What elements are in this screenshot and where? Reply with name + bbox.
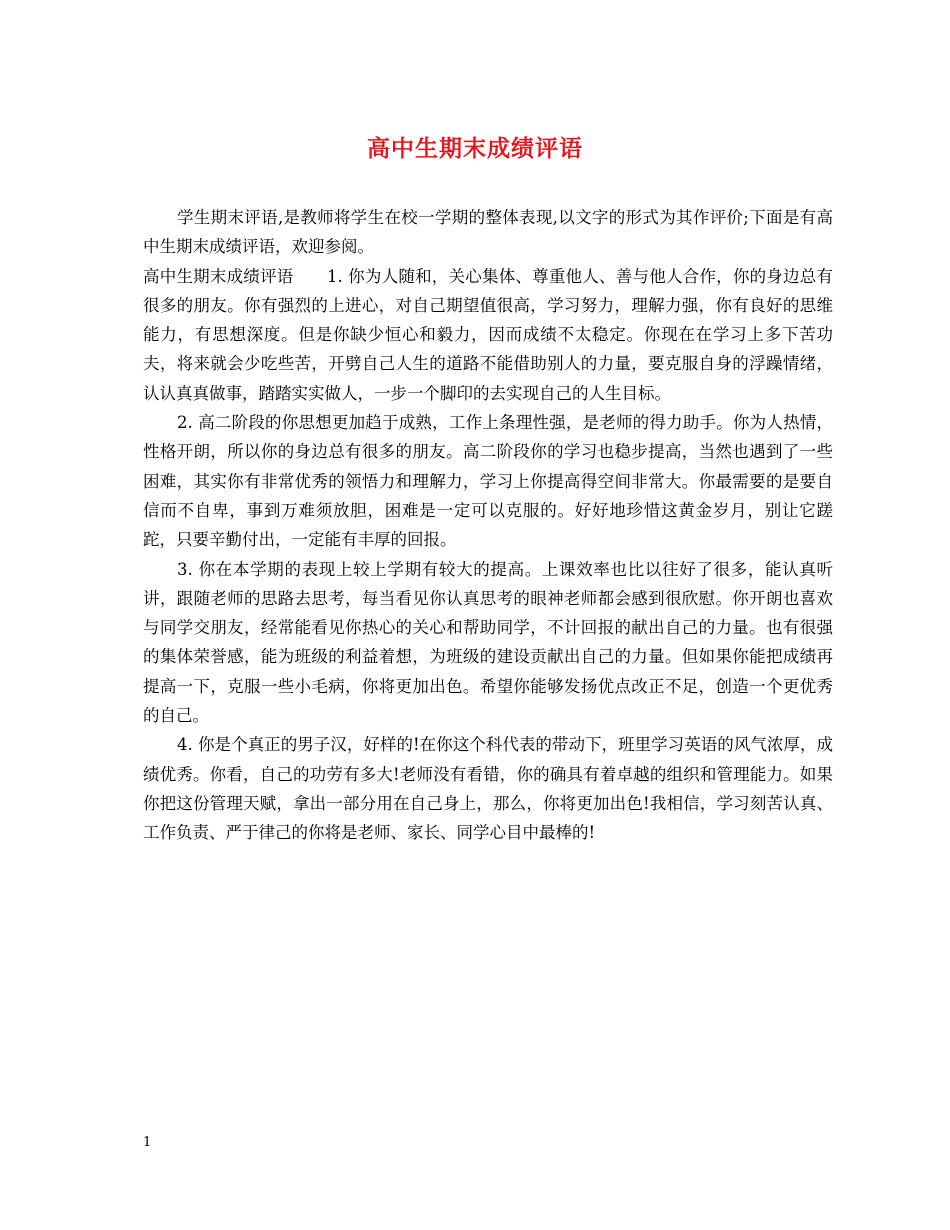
page-number: 1 (143, 1135, 152, 1150)
intro-paragraph: 学生期末评语,是教师将学生在校一学期的整体表现,以文字的形式为其作评价;下面是有高中生期末成绩评语，欢迎参阅。 (143, 208, 833, 257)
paragraph-4: 4. 你是个真正的男子汉，好样的!在你这个科代表的带动下，班里学习英语的风气浓厚，成绩优秀。你看，自己的功劳有多大!老师没有看错，你的确具有着卓越的组织和管理能力。如果你把这份管理天赋，拿出一部分用在自己身上，那么，你将更加出色!我相信，学习刻苦认真、工作负责、严于律己的你将是老师、家长、同学心目中最棒的! (143, 735, 833, 843)
paragraph-1: 高中生期末成绩评语 1. 你为人随和，关心集体、尊重他人、善与他人合作，你的身边总有很多的朋友。你有强烈的上进心，对自己期望值很高，学习努力，理解力强，你有良好的思维能力，有思想深度。但是你缺少恒心和毅力，因而成绩不太稳定。你现在在学习上多下苦功夫，将来就会少吃些苦，开劈自己人生的道路不能借助别人的力量，要克服自身的浮躁情绪，认认真真做事，踏踏实实做人，一步一个脚印的去实现自己的人生目标。 (143, 266, 833, 403)
paragraph-2: 2. 高二阶段的你思想更加趋于成熟，工作上条理性强，是老师的得力助手。你为人热情，性格开朗，所以你的身边总有很多的朋友。高二阶段你的学习也稳步提高，当然也遇到了一些困难，其实你有非常优秀的领悟力和理解力，学习上你提高得空间非常大。你最需要的是要自信而不自卑，事到万难须放胆，困难是一定可以克服的。好好地珍惜这黄金岁月，别让它蹉跎，只要辛勤付出，一定能有丰厚的回报。 (143, 413, 833, 550)
paragraph-3: 3. 你在本学期的表现上较上学期有较大的提高。上课效率也比以往好了很多，能认真听讲，跟随老师的思路去思考，每当看见你认真思考的眼神老师都会感到很欣慰。你开朗也喜欢与同学交朋友，经常能看见你热心的关心和帮助同学，不计回报的献出自己的力量。也有很强的集体荣誉感，能为班级的利益着想，为班级的建设贡献出自己的力量。但如果你能把成绩再提高一下，克服一些小毛病，你将更加出色。希望你能够发扬优点改正不足，创造一个更优秀的自己。 (143, 559, 833, 726)
document-body (143, 203, 833, 848)
document-title: 高中生期末成绩评语 (367, 135, 583, 162)
